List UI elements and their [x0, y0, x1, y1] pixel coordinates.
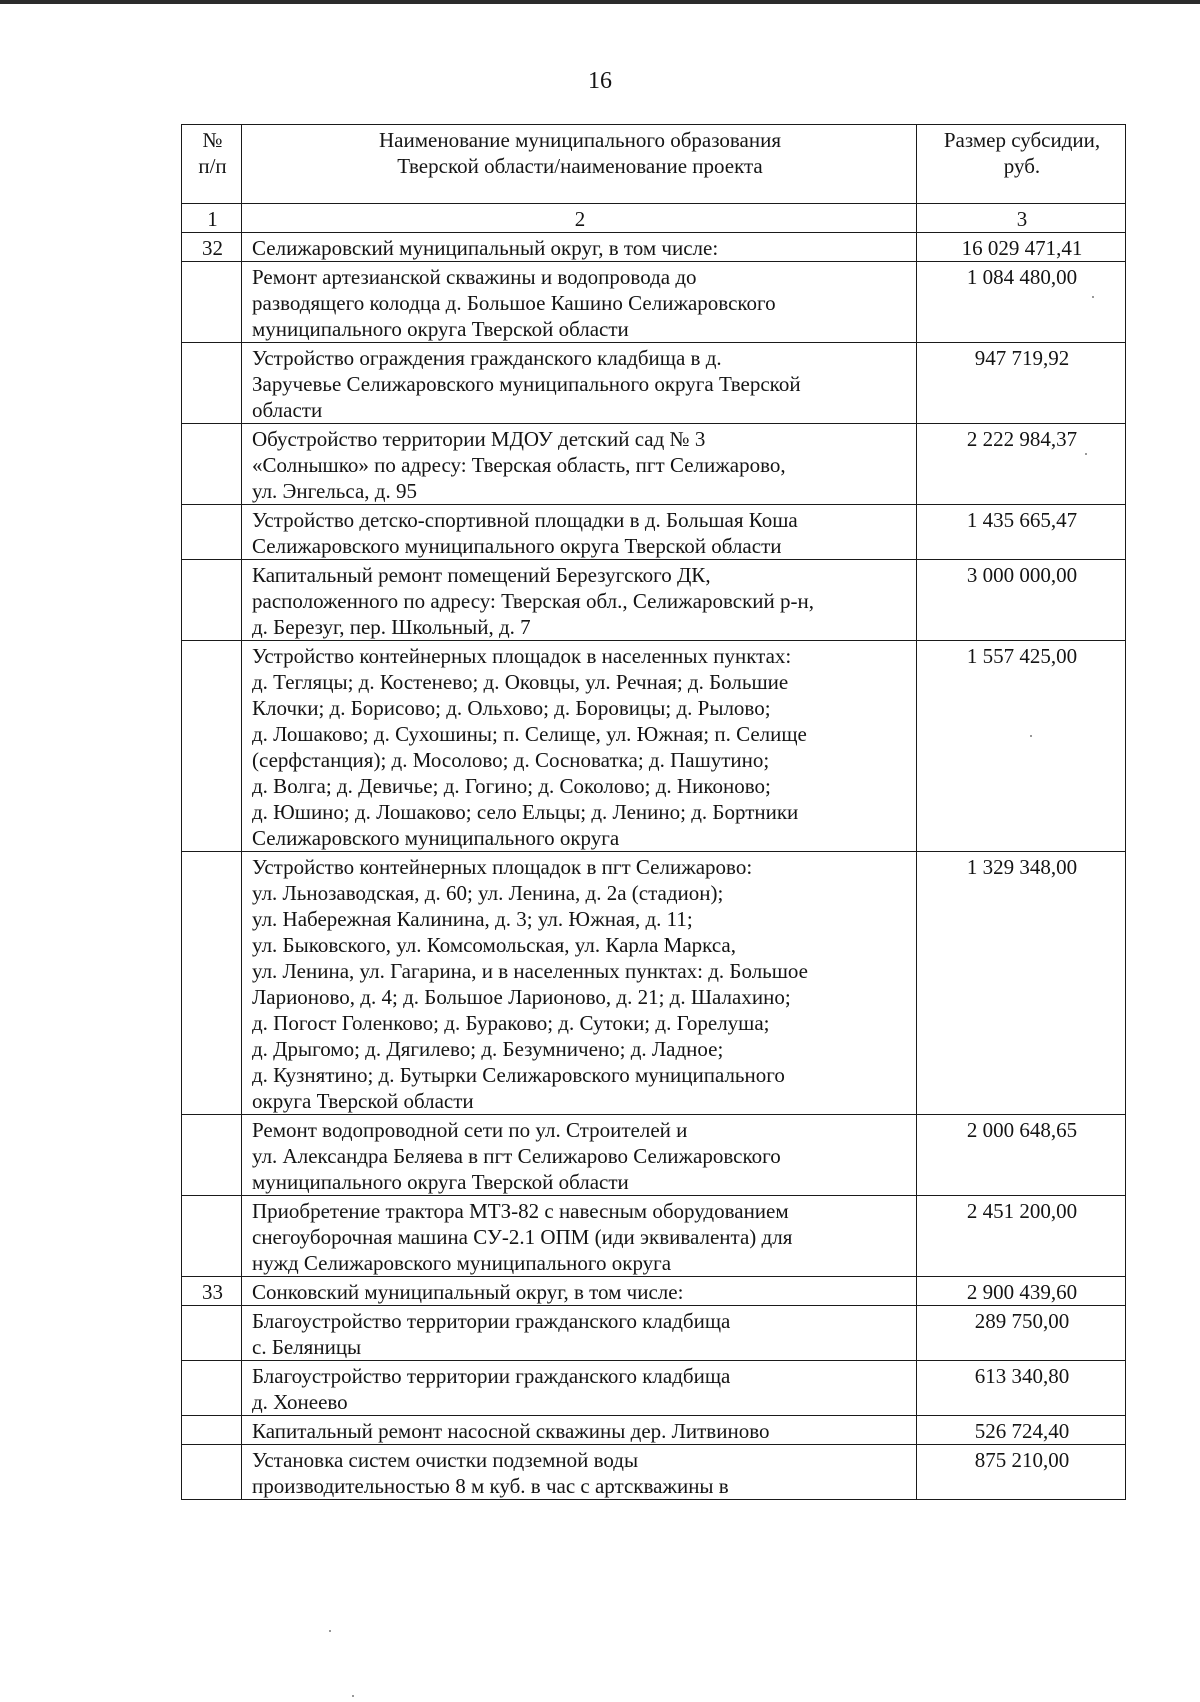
- row-name-line: ул. Набережная Калинина, д. 3; ул. Южная, д. 11;: [252, 907, 693, 931]
- row-name-line: ул. Льнозаводская, д. 60; ул. Ленина, д. 2а (стадион);: [252, 881, 724, 905]
- row-name-line: Обустройство территории МДОУ детский сад № 3: [252, 427, 706, 451]
- row-number-cell: [182, 1115, 242, 1196]
- row-name-cell: [242, 560, 917, 641]
- table-row: [182, 1361, 1126, 1416]
- row-amount-cell: 2 451 200,00: [917, 1196, 1126, 1277]
- row-name-line: д. Хонеево: [252, 1390, 348, 1414]
- header-amount-cell: [917, 125, 1126, 204]
- row-name-cell: [242, 1445, 917, 1500]
- row-name-line: округа Тверской области: [252, 1089, 474, 1113]
- row-number-cell: [182, 343, 242, 424]
- row-name-line: ул. Быковского, ул. Комсомольская, ул. Карла Маркса,: [252, 933, 736, 957]
- row-name-cell: [242, 1416, 917, 1445]
- row-name-line: снегоуборочная машина СУ-2.1 ОПМ (иди эквивалента) для: [252, 1225, 793, 1249]
- row-name-line: области: [252, 398, 323, 422]
- row-name-line: муниципального округа Тверской области: [252, 1170, 629, 1194]
- row-name-line: Селижаровского муниципального округа Тверской области: [252, 534, 782, 558]
- row-name-cell: [242, 1277, 917, 1306]
- row-name-line: с. Беляницы: [252, 1335, 362, 1359]
- scan-speck: [352, 1695, 354, 1697]
- header-number-line: п/п: [198, 154, 227, 178]
- row-number-cell: [182, 1306, 242, 1361]
- row-name-cell: [242, 1361, 917, 1416]
- row-name-line: д. Дрыгомо; д. Дягилево; д. Безумничено; д. Ладное;: [252, 1037, 724, 1061]
- row-name-line: ул. Ленина, ул. Гагарина, и в населенных пунктах: д. Большое: [252, 959, 808, 983]
- row-number-cell: [182, 505, 242, 560]
- row-name-line: разводящего колодца д. Большое Кашино Селижаровского: [252, 291, 776, 315]
- row-name-line: расположенного по адресу: Тверская обл., Селижаровский р-н,: [252, 589, 814, 613]
- table-row: [182, 641, 1126, 852]
- row-amount-cell: 16 029 471,41: [917, 233, 1126, 262]
- row-name-cell: [242, 343, 917, 424]
- row-number-cell: [182, 560, 242, 641]
- table-row: [182, 233, 1126, 262]
- row-name-line: д. Березуг, пер. Школьный, д. 7: [252, 615, 531, 639]
- table-row: [182, 1196, 1126, 1277]
- table-body: [182, 125, 1126, 1500]
- row-name-line: Устройство ограждения гражданского кладбища в д.: [252, 346, 722, 370]
- header-name-line: Наименование муниципального образования: [379, 128, 781, 152]
- table-row: [182, 262, 1126, 343]
- table-row: [182, 1445, 1126, 1500]
- row-name-line: «Солнышко» по адресу: Тверская область, пгт Селижарово,: [252, 453, 786, 477]
- row-number-cell: [182, 1445, 242, 1500]
- row-number-cell: 33: [182, 1277, 242, 1306]
- row-amount-cell: 1 084 480,00: [917, 262, 1126, 343]
- row-amount-cell: 2 222 984,37: [917, 424, 1126, 505]
- row-name-cell: [242, 852, 917, 1115]
- row-amount-cell: 947 719,92: [917, 343, 1126, 424]
- row-name-line: Сонковский муниципальный округ, в том числе:: [252, 1280, 684, 1304]
- row-name-line: муниципального округа Тверской области: [252, 317, 629, 341]
- column-index-cell: 3: [917, 204, 1126, 233]
- table-row: [182, 1306, 1126, 1361]
- row-name-line: д. Тегляцы; д. Костенево; д. Оковцы, ул. Речная; д. Большие: [252, 670, 789, 694]
- row-name-line: Капитальный ремонт насосной скважины дер. Литвиново: [252, 1419, 770, 1443]
- row-name-line: Ремонт водопроводной сети по ул. Строителей и: [252, 1118, 688, 1142]
- row-name-line: производительностью 8 м куб. в час с артскважины в: [252, 1474, 729, 1498]
- row-name-line: Клочки; д. Борисово; д. Ольхово; д. Боровицы; д. Рылово;: [252, 696, 771, 720]
- row-name-line: Ремонт артезианской скважины и водопровода до: [252, 265, 697, 289]
- row-amount-cell: 1 329 348,00: [917, 852, 1126, 1115]
- row-name-cell: [242, 1196, 917, 1277]
- row-name-line: Установка систем очистки подземной воды: [252, 1448, 639, 1472]
- row-number-cell: [182, 641, 242, 852]
- row-amount-cell: 2 000 648,65: [917, 1115, 1126, 1196]
- row-name-line: (серфстанция); д. Мосолово; д. Сосноватка; д. Пашутино;: [252, 748, 770, 772]
- row-name-line: Ларионово, д. 4; д. Большое Ларионово, д. 21; д. Шалахино;: [252, 985, 791, 1009]
- row-name-line: ул. Энгельса, д. 95: [252, 479, 417, 503]
- row-name-line: Приобретение трактора МТЗ-82 с навесным оборудованием: [252, 1199, 789, 1223]
- row-name-cell: [242, 641, 917, 852]
- row-name-line: д. Лошаково; д. Сухошины; п. Селище, ул. Южная; п. Селище: [252, 722, 807, 746]
- row-name-cell: [242, 424, 917, 505]
- row-name-line: Устройство контейнерных площадок в населенных пунктах:: [252, 644, 792, 668]
- column-index-row: [182, 204, 1126, 233]
- row-name-line: Капитальный ремонт помещений Березугского ДК,: [252, 563, 711, 587]
- row-name-line: ул. Александра Беляева в пгт Селижарово Селижаровского: [252, 1144, 781, 1168]
- scan-speck: [1030, 735, 1032, 737]
- row-name-line: д. Погост Голенково; д. Бураково; д. Сутоки; д. Горелуша;: [252, 1011, 770, 1035]
- row-number-cell: [182, 1416, 242, 1445]
- row-name-cell: [242, 1306, 917, 1361]
- scan-speck: [329, 1630, 331, 1632]
- row-number-cell: [182, 424, 242, 505]
- row-number-cell: [182, 262, 242, 343]
- table-row: [182, 505, 1126, 560]
- row-amount-cell: 289 750,00: [917, 1306, 1126, 1361]
- row-name-line: Устройство детско-спортивной площадки в д. Большая Коша: [252, 508, 798, 532]
- scan-speck: [1092, 296, 1094, 298]
- row-number-cell: 32: [182, 233, 242, 262]
- column-index-cell: 1: [182, 204, 242, 233]
- subsidy-table: [181, 124, 1126, 1500]
- row-name-line: Благоустройство территории гражданского кладбища: [252, 1309, 731, 1333]
- table-row: [182, 1277, 1126, 1306]
- row-name-cell: [242, 233, 917, 262]
- scan-edge: [0, 0, 1200, 4]
- table-row: [182, 424, 1126, 505]
- row-name-cell: [242, 505, 917, 560]
- table-row: [182, 343, 1126, 424]
- row-name-line: д. Юшино; д. Лошаково; село Ельцы; д. Ленино; д. Бортники: [252, 800, 799, 824]
- header-name-line: Тверской области/наименование проекта: [397, 154, 763, 178]
- row-name-line: Устройство контейнерных площадок в пгт Селижарово:: [252, 855, 753, 879]
- row-name-line: д. Кузнятино; д. Бутырки Селижаровского муниципального: [252, 1063, 785, 1087]
- header-number-line: №: [202, 128, 223, 152]
- row-amount-cell: 3 000 000,00: [917, 560, 1126, 641]
- column-index-cell: 2: [242, 204, 917, 233]
- row-name-cell: [242, 1115, 917, 1196]
- table-header-row: [182, 125, 1126, 204]
- row-name-line: Селижаровский муниципальный округ, в том числе:: [252, 236, 719, 260]
- row-name-line: нужд Селижаровского муниципального округа: [252, 1251, 672, 1275]
- row-amount-cell: 613 340,80: [917, 1361, 1126, 1416]
- header-name-cell: [242, 125, 917, 204]
- header-amount-line: руб.: [1003, 154, 1041, 178]
- table-row: [182, 1115, 1126, 1196]
- row-number-cell: [182, 1361, 242, 1416]
- table-row: [182, 852, 1126, 1115]
- row-amount-cell: 526 724,40: [917, 1416, 1126, 1445]
- row-name-cell: [242, 262, 917, 343]
- row-amount-cell: 1 435 665,47: [917, 505, 1126, 560]
- page-number: 16: [588, 68, 612, 94]
- table-row: [182, 560, 1126, 641]
- row-number-cell: [182, 852, 242, 1115]
- row-amount-cell: 875 210,00: [917, 1445, 1126, 1500]
- header-number-cell: [182, 125, 242, 204]
- table-row: [182, 1416, 1126, 1445]
- row-number-cell: [182, 1196, 242, 1277]
- scan-speck: [1085, 453, 1087, 455]
- row-name-line: Селижаровского муниципального округа: [252, 826, 620, 850]
- row-name-line: д. Волга; д. Девичье; д. Гогино; д. Соколово; д. Никоново;: [252, 774, 771, 798]
- header-amount-line: Размер субсидии,: [943, 128, 1101, 152]
- row-amount-cell: 2 900 439,60: [917, 1277, 1126, 1306]
- row-amount-cell: 1 557 425,00: [917, 641, 1126, 852]
- row-name-line: Благоустройство территории гражданского кладбища: [252, 1364, 731, 1388]
- row-name-line: Заручевье Селижаровского муниципального округа Тверской: [252, 372, 801, 396]
